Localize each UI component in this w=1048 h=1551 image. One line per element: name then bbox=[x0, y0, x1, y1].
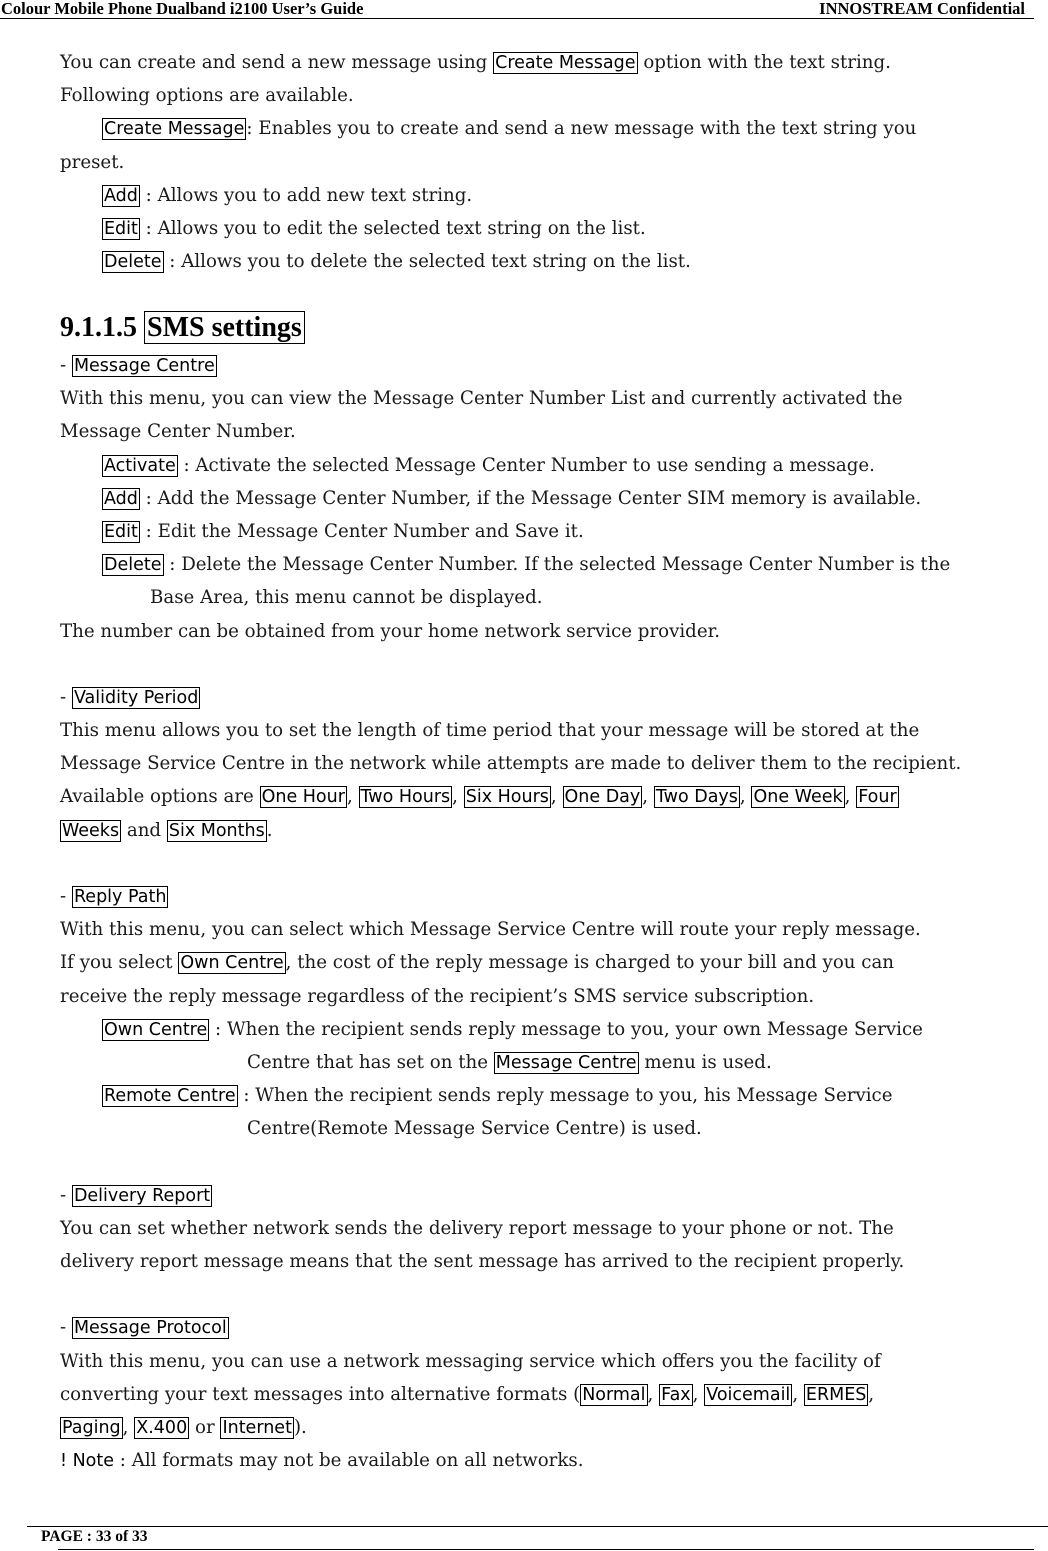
footer-rule-bottom bbox=[58, 1549, 1034, 1550]
mc-option-edit: Edit : Edit the Message Center Number and Save it. bbox=[104, 520, 584, 542]
message-centre-p1: With this menu, you can view the Message Center Number List and currently activated the bbox=[60, 388, 903, 410]
delivery-p2: delivery report message means that the sent message has arrived to the recipient properly. bbox=[60, 1251, 905, 1273]
section-heading: 9.1.1.5 SMS settings bbox=[60, 309, 305, 347]
delivery-p1: You can set whether network sends the delivery report message to your phone or not. The bbox=[60, 1217, 894, 1239]
option-edit: Edit : Allows you to edit the selected text string on the list. bbox=[104, 217, 646, 239]
reply-path-p3: receive the reply message regardless of the recipient’s SMS service subscription. bbox=[60, 985, 815, 1007]
option-add: Add : Allows you to add new text string. bbox=[104, 184, 473, 206]
mc-option-delete-cont: Base Area, this menu cannot be displayed. bbox=[150, 587, 543, 609]
validity-title: - Validity Period bbox=[60, 686, 199, 708]
page-body bbox=[60, 46, 1045, 278]
delivery-title: - Delivery Report bbox=[60, 1184, 211, 1206]
protocol-note: ! Note : All formats may not be available on all networks. bbox=[60, 1450, 584, 1472]
message-centre-title: - Message Centre bbox=[60, 355, 215, 376]
message-centre-p2: Message Center Number. bbox=[60, 421, 296, 443]
protocol-title: - Message Protocol bbox=[60, 1317, 227, 1339]
rp-option-remote: Remote Centre : When the recipient sends reply message to you, his Message Service bbox=[104, 1085, 893, 1107]
mc-option-activate: Activate : Activate the selected Message Center Number to use sending a message. bbox=[104, 454, 875, 476]
header-title: Colour Mobile Phone Dualband i2100 User’s Guide bbox=[1, 0, 364, 18]
reply-path-p2: If you select Own Centre , the cost of the reply message is charged to your bill and you can bbox=[60, 952, 895, 974]
message-centre-p3: The number can be obtained from your home network service provider. bbox=[60, 620, 721, 642]
protocol-p3: Paging , X.400 or Internet ). bbox=[62, 1417, 307, 1438]
page-number: PAGE : 33 of 33 bbox=[41, 1528, 148, 1545]
protocol-p1: With this menu, you can use a network messaging service which offers you the facility of bbox=[60, 1350, 881, 1372]
option-create-message-cont: preset. bbox=[60, 151, 125, 173]
create-message-term: Create Message bbox=[495, 53, 636, 73]
rp-option-own: Own Centre : When the recipient sends reply message to you, your own Message Service bbox=[104, 1018, 923, 1040]
footer-rule-top bbox=[27, 1526, 1048, 1527]
reply-path-p1: With this menu, you can select which Message Service Centre will route your reply message. bbox=[60, 919, 921, 941]
mc-option-add: Add : Add the Message Center Number, if the Message Center SIM memory is available. bbox=[104, 487, 922, 509]
rp-option-remote-cont: Centre(Remote Message Service Centre) is used. bbox=[247, 1118, 702, 1140]
option-create-message: Create Message : Enables you to create and send a new message with the text string you bbox=[104, 118, 917, 140]
intro-line-1: You can create and send a new message using Create Message option with the text string. bbox=[60, 52, 891, 73]
validity-p1: This menu allows you to set the length of time period that your message will be stored at the bbox=[60, 720, 920, 742]
reply-path-title: - Reply Path bbox=[60, 886, 167, 907]
mc-option-delete: Delete : Delete the Message Center Number. If the selected Message Center Number is the bbox=[104, 554, 951, 576]
section-body bbox=[60, 349, 1045, 1477]
validity-options: Available options are One Hour , Two Hours , Six Hours , One Day , Two Days , One Week , Four bbox=[60, 786, 897, 808]
protocol-p2: converting your text messages into alternative formats ( Normal , Fax , Voicemail , ERMES , bbox=[60, 1383, 875, 1405]
header-confidential: INNOSTREAM Confidential bbox=[819, 0, 1025, 18]
validity-options-cont: Weeks and Six Months . bbox=[62, 819, 273, 841]
intro-line-2: Following options are available. bbox=[60, 85, 354, 107]
option-delete: Delete : Allows you to delete the selected text string on the list. bbox=[104, 251, 691, 273]
validity-p2: Message Service Centre in the network while attempts are made to deliver them to the recipient. bbox=[60, 753, 962, 775]
rp-option-own-cont: Centre that has set on the Message Centre menu is used. bbox=[247, 1051, 772, 1073]
header-rule bbox=[0, 18, 1034, 19]
